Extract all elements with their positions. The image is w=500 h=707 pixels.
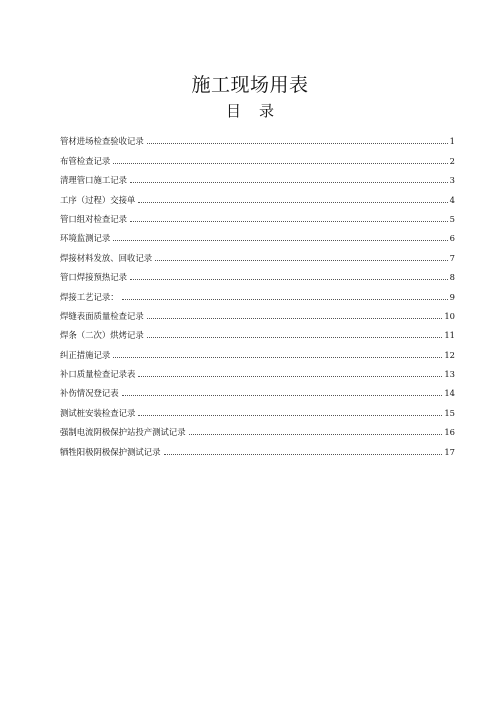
toc-item[interactable]: [60, 282, 455, 301]
toc-item-page: 7: [449, 252, 455, 263]
toc-item-page: 15: [444, 407, 455, 418]
toc-heading-left: 目: [225, 102, 241, 120]
toc-item-page: 12: [444, 349, 455, 360]
document-title: 施工现场用表: [191, 74, 309, 96]
toc-leader-dots: [122, 299, 448, 300]
toc-item-page: 2: [449, 155, 455, 166]
toc-leader-dots: [122, 395, 443, 396]
toc-leader-dots: [138, 376, 442, 377]
toc-item-label: 测试桩安装检查记录: [60, 407, 136, 418]
toc-leader-dots: [189, 434, 443, 435]
toc-item[interactable]: [60, 185, 455, 204]
toc-item[interactable]: [60, 418, 455, 437]
toc-item-label: 纠正措施记录: [60, 349, 111, 360]
toc-heading-right: 录: [259, 102, 275, 120]
toc-item-label: 管材进场检查验收记录: [60, 136, 144, 147]
toc-item-label: 强制电流阴极保护站投产测试记录: [60, 427, 186, 438]
toc-item-page: 8: [449, 272, 455, 283]
toc-item-page: 4: [449, 194, 455, 205]
toc-leader-dots: [147, 337, 443, 338]
toc-item[interactable]: [60, 205, 455, 224]
toc-item[interactable]: [60, 340, 455, 359]
toc-leader-dots: [113, 357, 442, 358]
toc-item-label: 布管检查记录: [60, 155, 111, 166]
toc-item-page: 17: [444, 446, 455, 457]
toc-item[interactable]: [60, 437, 455, 456]
toc-item[interactable]: [60, 321, 455, 340]
toc-item-label: 管口焊接预热记录: [60, 272, 127, 283]
toc-item-label: 环境监测记录: [60, 233, 111, 244]
toc-item-label: 焊接材料发放、回收记录: [60, 252, 153, 263]
toc-item-page: 3: [449, 175, 455, 186]
toc-item[interactable]: [60, 360, 455, 379]
toc-item-label: 清理管口施工记录: [60, 175, 127, 186]
toc-item-label: 焊接工艺记录：: [60, 291, 119, 302]
toc-item[interactable]: [60, 127, 455, 146]
toc-item-page: 10: [444, 310, 455, 321]
toc-item-label: 补伤情况登记表: [60, 388, 119, 399]
toc-item-label: 工序（过程）交接单: [60, 194, 136, 205]
toc-item-label: 焊条（二次）烘烤记录: [60, 330, 144, 341]
toc-item-label: 牺牲阳极阴极保护测试记录: [60, 446, 161, 457]
toc-leader-dots: [138, 202, 447, 203]
toc-leader-dots: [155, 260, 448, 261]
toc-item-label: 焊缝表面质量检查记录: [60, 310, 144, 321]
toc-item-page: 16: [444, 427, 455, 438]
toc-leader-dots: [113, 163, 447, 164]
toc-leader-dots: [147, 143, 448, 144]
toc-leader-dots: [138, 415, 442, 416]
toc-item-page: 13: [444, 369, 455, 380]
toc-heading: [0, 102, 500, 120]
toc-item-page: 11: [444, 330, 455, 341]
toc-leader-dots: [130, 182, 448, 183]
toc-item[interactable]: [60, 146, 455, 165]
toc-leader-dots: [130, 221, 448, 222]
toc-item-page: 1: [449, 136, 455, 147]
toc-item[interactable]: [60, 166, 455, 185]
toc-item[interactable]: [60, 263, 455, 282]
toc-item[interactable]: [60, 224, 455, 243]
toc-leader-dots: [130, 279, 448, 280]
toc-item[interactable]: [60, 379, 455, 398]
toc-leader-dots: [113, 240, 447, 241]
toc-item-page: 5: [449, 213, 455, 224]
table-of-contents: [60, 127, 455, 457]
toc-item-label: 管口组对检查记录: [60, 213, 127, 224]
toc-item[interactable]: [60, 398, 455, 417]
toc-item-page: 9: [449, 291, 455, 302]
toc-item-page: 14: [444, 388, 455, 399]
toc-item-page: 6: [449, 233, 455, 244]
toc-item[interactable]: [60, 302, 455, 321]
toc-item[interactable]: [60, 243, 455, 262]
toc-leader-dots: [164, 454, 443, 455]
toc-item-label: 补口质量检查记录表: [60, 369, 136, 380]
toc-leader-dots: [147, 318, 443, 319]
